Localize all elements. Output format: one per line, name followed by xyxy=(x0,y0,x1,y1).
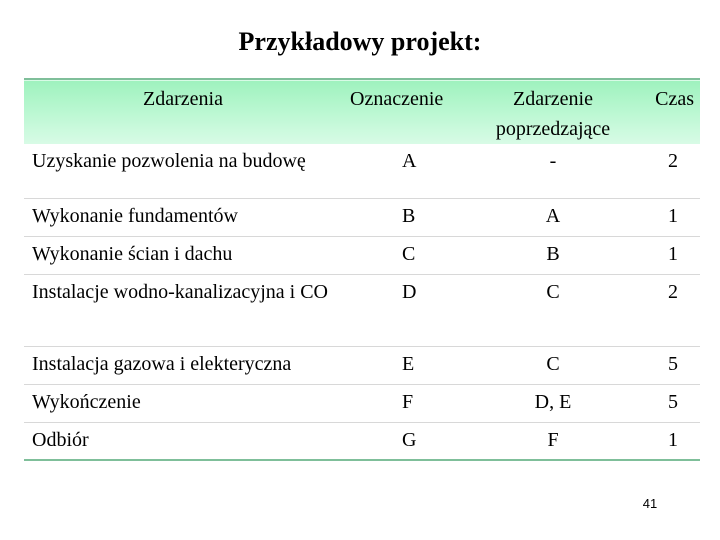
event-time: 1 xyxy=(636,198,700,236)
event-time: 5 xyxy=(636,384,700,422)
event-name: Odbiór xyxy=(24,422,342,460)
table-row xyxy=(24,346,700,384)
event-time: 2 xyxy=(636,144,700,198)
event-predecessor: - xyxy=(470,144,636,198)
event-predecessor: F xyxy=(470,422,636,460)
events-table xyxy=(24,78,700,461)
table-row xyxy=(24,384,700,422)
header-code: Oznaczenie xyxy=(350,88,444,110)
event-name: Uzyskanie pozwolenia na budowę xyxy=(24,144,342,198)
table-row xyxy=(24,144,700,198)
event-code: F xyxy=(342,384,470,422)
table-row xyxy=(24,422,700,460)
event-time: 5 xyxy=(636,346,700,384)
event-code: D xyxy=(342,274,470,346)
event-code: A xyxy=(342,144,470,198)
header-events: Zdarzenia xyxy=(143,88,223,110)
event-code: E xyxy=(342,346,470,384)
event-name: Instalacje wodno-kanalizacyjna i CO xyxy=(24,274,342,346)
event-time: 1 xyxy=(636,422,700,460)
table-row xyxy=(24,198,700,236)
table-row xyxy=(24,236,700,274)
table-header-row xyxy=(24,79,700,144)
event-predecessor: A xyxy=(470,198,636,236)
event-name: Wykończenie xyxy=(24,384,342,422)
event-predecessor: D, E xyxy=(470,384,636,422)
event-predecessor: C xyxy=(470,346,636,384)
event-code: B xyxy=(342,198,470,236)
page-number: 41 xyxy=(642,496,658,511)
event-code: G xyxy=(342,422,470,460)
events-table-container xyxy=(24,78,700,478)
event-name: Wykonanie fundamentów xyxy=(24,198,342,236)
table-row xyxy=(24,274,700,346)
event-predecessor: C xyxy=(470,274,636,346)
event-name: Wykonanie ścian i dachu xyxy=(24,236,342,274)
header-time: Czas xyxy=(655,88,694,110)
event-time: 1 xyxy=(636,236,700,274)
slide-title: Przykładowy projekt: xyxy=(238,27,482,56)
event-code: C xyxy=(342,236,470,274)
header-predecessor: Zdarzenie poprzedzające xyxy=(495,88,611,140)
event-time: 2 xyxy=(636,274,700,346)
event-predecessor: B xyxy=(470,236,636,274)
event-name: Instalacja gazowa i elekteryczna xyxy=(24,346,342,384)
